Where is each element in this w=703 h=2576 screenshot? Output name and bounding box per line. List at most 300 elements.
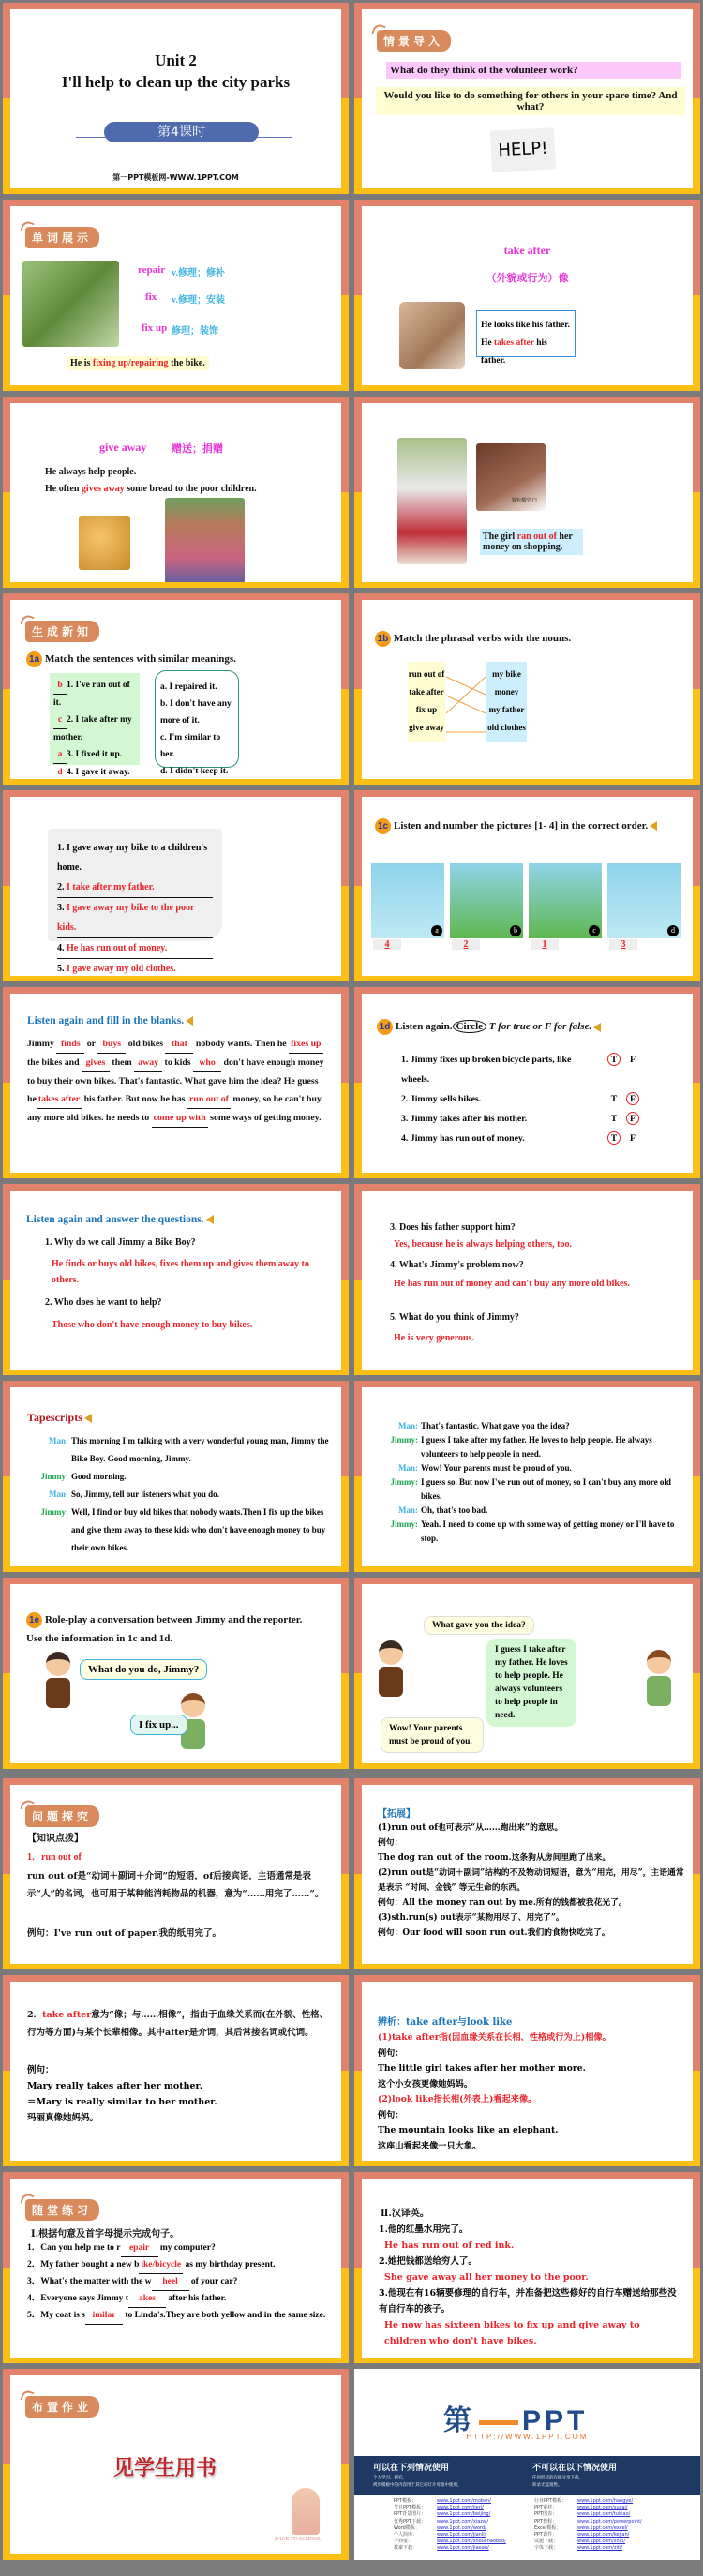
tf-options	[607, 1129, 645, 1148]
speaker: Man:	[398, 1505, 418, 1515]
slide-1d	[354, 987, 700, 1178]
example-line-2: He often gives away some bread to the poor children.	[45, 484, 257, 494]
english-answer: She gave away all her money to the poor.	[384, 2272, 589, 2283]
option-f[interactable]: F	[626, 1092, 639, 1105]
item-text: 5．My coat is s	[27, 2311, 86, 2320]
blank-answer[interactable]: takes after	[37, 1090, 82, 1109]
girl-illustration	[292, 2488, 320, 2535]
answer: Yes, because he is always helping others, too.	[394, 1239, 573, 1250]
dialogue-line	[377, 1461, 686, 1475]
exercise-number-1d: 1d	[377, 1019, 393, 1035]
link-label: Excel模板：	[534, 2524, 561, 2531]
forbidden-item: 转录光盘销售。	[532, 2483, 562, 2488]
link-label: 优秀PPT下载：	[394, 2518, 426, 2524]
item-text: 4．Everyone says Jimmy t	[27, 2294, 128, 2303]
practice-item	[27, 2240, 337, 2257]
dialogue-line	[27, 1504, 337, 1557]
forbidden-item: 任何形式的在线分享下载。	[532, 2476, 583, 2480]
dialogue	[27, 1432, 337, 1557]
site-credit: 第一PPT模板网-WWW.1PPT.COM	[112, 173, 239, 182]
phrase: take after	[503, 244, 551, 257]
speaker: Man:	[398, 1463, 418, 1473]
link-url[interactable]: www.1ppt.com/hangye/	[577, 2498, 634, 2504]
subheading: 【知识点拨】	[27, 1834, 83, 1844]
instruction: 1a Match the sentences with similar meanings.	[26, 651, 236, 667]
speaker: Jimmy:	[40, 1472, 68, 1481]
link-url[interactable]: www.1ppt.com/jianli/	[437, 2532, 486, 2539]
item-text: of your car?	[188, 2277, 238, 2286]
link-label: PPT教程：	[534, 2518, 558, 2524]
tf-item	[401, 1089, 645, 1109]
sentence-card	[48, 829, 222, 974]
explanation: run out of是“动词＋副词＋介词”的短语，of后接宾语，主语通常是表示“人”的名词，也可用于某种能消耗物品的机器，意为“……用完了……”。	[27, 1871, 324, 1899]
paragraph-text: to kids	[162, 1057, 194, 1068]
speaker-icon[interactable]	[186, 1016, 193, 1026]
link-row	[394, 2545, 506, 2552]
extension-line: The dog ran out of the room.这条狗从房间里跑了出来。	[378, 1853, 611, 1863]
link-label: 手抄报：	[394, 2539, 413, 2545]
unit-label: Unit 2	[155, 52, 197, 69]
paragraph-text: the bikes and	[27, 1057, 82, 1068]
link-label: Word模板：	[394, 2524, 420, 2531]
speech-bubble: I fix up...	[130, 1715, 187, 1735]
practice-item	[27, 2308, 337, 2325]
blank-answer[interactable]: imilar	[85, 2308, 123, 2325]
speech-bubble: Wow! Your parents must be proud of you.	[381, 1717, 484, 1753]
link-url[interactable]: www.1ppt.com/beijing/	[437, 2511, 491, 2518]
blank-answer[interactable]: fixes up	[289, 1035, 322, 1054]
link-label: 行业PPT模板：	[534, 2498, 567, 2504]
slide-give-away	[3, 397, 349, 588]
blank-answer[interactable]: buys	[97, 1035, 126, 1054]
children-photo	[165, 498, 245, 582]
slide-1c	[354, 790, 700, 981]
instruction: 1d Listen again. Circle T for true or F for false.	[377, 1019, 601, 1035]
heading: Listen again and answer the questions.	[26, 1214, 214, 1225]
slide-1a	[3, 593, 349, 785]
phrase-meaning: 赠送；捐赠	[172, 443, 223, 455]
statement: 1. Jimmy fixes up broken bicycle parts, like wheels.	[401, 1055, 572, 1085]
chinese-prompt: 1.他的红墨水用完了。	[379, 2224, 469, 2235]
example: 例句：I've run out of paper.我的纸用完了。	[27, 1928, 221, 1939]
slide-practice-1	[3, 2172, 349, 2363]
slide-credits	[354, 2369, 700, 2560]
slide-answer-questions	[3, 1184, 349, 1375]
link-label: PPT课件：	[534, 2532, 558, 2539]
match-item: c 2. I take after my mother.	[53, 711, 136, 746]
verb-column: run out of take after fix up give away	[408, 662, 445, 742]
statement: 3. Jimmy takes after his mother.	[401, 1114, 528, 1124]
slide-practice-2	[354, 2172, 700, 2363]
back-to-school-art: BACK TO SCHOOL	[275, 2537, 322, 2542]
dialogue-text: Wow! Your parents must be proud of you.	[421, 1463, 572, 1473]
question: 1. Why do we call Jimmy a Bike Boy?	[45, 1237, 196, 1248]
word-cn: v.修理；修补	[172, 268, 225, 278]
exercise-number-1e: 1e	[26, 1612, 42, 1628]
blank-answer[interactable]: that	[165, 1035, 193, 1054]
dialogue-text: Well, I find or buy old bikes that nobody wants.Then I fix up the bikes and give them away to these kids who don't have enough money to buy their own bikes.	[71, 1507, 326, 1552]
speaker: Man:	[49, 1490, 68, 1499]
tf-options	[607, 1109, 645, 1129]
site-url[interactable]: HTTP://WWW.1PPT.COM	[466, 2433, 589, 2441]
comparison-line: (2)look like指长相(外表上)看起来像。	[378, 2094, 537, 2104]
paragraph-text: or	[84, 1039, 98, 1049]
tf-item	[401, 1129, 645, 1148]
section-badge: 问题探究	[25, 1805, 99, 1827]
item-text: 3．What's the matter with the w	[27, 2277, 152, 2286]
link-url[interactable]: www.1ppt.com/sucai/	[577, 2505, 628, 2511]
link-row	[534, 2545, 642, 2552]
question-1: What do they think of the volunteer work?	[386, 62, 681, 79]
exercise-number-1a: 1a	[26, 651, 42, 667]
extension-line: (2)run out是“动词＋副词”结构的不及物动词短语，意为“用完，用尽”，主语通常是表示 “时间、金钱” 等无生命的东西。	[378, 1868, 684, 1893]
link-row	[534, 2511, 642, 2518]
link-url[interactable]: www.1ppt.com/shiti/	[577, 2539, 626, 2545]
paragraph-text: money, so he can't buy any more old bikes. he needs to	[27, 1094, 322, 1123]
match-line	[446, 696, 486, 713]
slide-1b	[354, 593, 700, 785]
dialogue	[377, 1419, 686, 1546]
slide-vocabulary	[3, 200, 349, 391]
slide-knowledge-take-after	[3, 1975, 349, 2166]
link-row	[394, 2525, 506, 2532]
section-badge: 布置作业	[25, 2396, 99, 2418]
dialogue-line	[377, 1518, 686, 1546]
match-item: b 1. I've run out of it.	[53, 677, 136, 711]
examples: 例句： Mary really takes after her mother. ＝Mary is really similar to her mother. 玛丽真像她妈妈。	[27, 2065, 217, 2123]
example-sentence: He is fixing up/repairing the bike.	[67, 356, 209, 370]
speaker: Jimmy:	[390, 1520, 418, 1529]
speaker-icon[interactable]	[593, 1023, 601, 1032]
blank-answer[interactable]: come up with	[152, 1109, 208, 1128]
word-cn: 修理；装饰	[172, 326, 218, 337]
sentence-item: 3. I gave away my bike to the poor kids.	[57, 898, 213, 938]
link-label: PPT模板：	[394, 2498, 417, 2504]
slide-knowledge-run-out-of	[3, 1778, 349, 1969]
dialogue-text: Good morning.	[71, 1472, 127, 1481]
link-url[interactable]: www.1ppt.com/moban/	[437, 2498, 491, 2504]
sentence-item: 4. He has run out of money.	[57, 938, 213, 959]
slide-tapescript-cont	[354, 1381, 700, 1572]
paragraph-text: don't have enough money to buy their own bikes. That's fantastic. What gave him the idea? He guess he	[27, 1057, 324, 1104]
exercise-title: Ⅰ.根据句意及首字母提示完成句子。	[31, 2229, 180, 2239]
link-row	[394, 2511, 506, 2518]
item-text: as my birthday present.	[183, 2260, 276, 2269]
match-lines	[445, 662, 486, 742]
link-label: 教案下载：	[394, 2545, 418, 2552]
option-t[interactable]: T	[607, 1053, 621, 1066]
slide-tapescript	[3, 1381, 349, 1572]
extension-line: 例句：	[378, 1838, 403, 1848]
speaker: Man:	[398, 1421, 418, 1430]
explanation: 2．take after意为“像；与……相像”，指由于血缘关系而(在外貌、性格、行为等方面)与某个长辈相像。其中after是介词，其后常接名词或代词。	[27, 2010, 329, 2038]
slide-answer-questions-cont	[354, 1184, 700, 1375]
paragraph-text: some ways of getting money.	[207, 1113, 322, 1123]
link-url[interactable]: www.1ppt.com/word/	[437, 2524, 486, 2531]
comparison-line: 例句：	[378, 2047, 404, 2059]
question: 2. Who does he want to help?	[45, 1297, 162, 1308]
link-label: 试题下载：	[534, 2539, 559, 2545]
slide-homework	[3, 2369, 349, 2560]
blank-answer[interactable]: epair	[121, 2240, 158, 2257]
forbidden-title: 不可以在以下情况使用	[532, 2464, 618, 2473]
meaning-list: a. I repaired it. b. I don't have any more of it. c. I'm similar to her. d. I didn't keep it.	[155, 670, 239, 768]
answer: Those who don't have enough money to buy bikes.	[52, 1320, 253, 1330]
comparison-line: The little girl takes after her mother more.	[378, 2063, 586, 2074]
tf-item	[401, 1050, 645, 1089]
bike-repair-photo	[22, 261, 119, 347]
sentence-item: 1. I gave away my bike to a children's home.	[57, 843, 208, 873]
point-heading: 1．run out of	[27, 1852, 82, 1863]
dialogue-text: So, Jimmy, tell our listeners what you do.	[71, 1490, 219, 1499]
dialogue-line	[27, 1468, 337, 1486]
practice-item	[27, 2257, 337, 2274]
comparison-line: (1)take after指(因血缘关系在长相、性格或行为上)相像。	[378, 2032, 611, 2043]
dialogue-line	[377, 1504, 686, 1518]
blank-answer[interactable]: finds	[56, 1035, 84, 1054]
bread-photo	[79, 516, 130, 570]
dialogue-line	[27, 1432, 337, 1468]
logo: 第 PPT	[443, 2405, 589, 2436]
picture-c: c	[529, 863, 602, 938]
tf-options	[607, 1089, 645, 1109]
dialogue-text: Yeah. I need to come up with some way of getting money or I'll have to stop.	[421, 1520, 675, 1543]
link-url[interactable]: www.1ppt.com/shouchaobao/	[437, 2539, 506, 2545]
item-text: to Linda's.They are both yellow and in the same size.	[123, 2311, 326, 2320]
link-url[interactable]: www.1ppt.com/jieri/	[437, 2505, 484, 2511]
practice-item	[27, 2274, 337, 2291]
slide-roleplay	[354, 1578, 700, 1769]
statement: 2. Jimmy sells bikes.	[401, 1094, 482, 1104]
link-url[interactable]: www.1ppt.com/jiaoan/	[437, 2545, 489, 2552]
link-url[interactable]: www.1ppt.com/excel/	[577, 2524, 628, 2531]
match-line	[446, 677, 486, 713]
comparison-text	[378, 2030, 687, 2154]
instruction: 1b Match the phrasal verbs with the nouns.	[375, 631, 571, 647]
speaker-icon[interactable]	[206, 1215, 214, 1224]
dialogue-text: I guess so. But now I've run out of money, so I can't buy any more old bikes.	[421, 1477, 671, 1501]
word-cn: v.修理；安装	[172, 295, 225, 306]
link-label: PPT背景图片：	[394, 2511, 426, 2518]
link-row	[534, 2519, 642, 2525]
blank-answer[interactable]: akes	[128, 2291, 166, 2308]
homework-text: 见学生用书	[113, 2457, 217, 2480]
exercise-title: Ⅱ.汉译英。	[381, 2209, 429, 2219]
wallet-caption: 钱包都空了!	[512, 498, 538, 503]
option-t[interactable]: T	[607, 1131, 621, 1145]
instruction: 1c Listen and number the pictures [1- 4] in the correct order.	[375, 817, 684, 834]
chinese-prompt: 3.他现在有16辆要修理的自行车，并准备把这些修好的自行车赠送给那些没有自行车的孩子。	[379, 2288, 677, 2314]
extension-line: 例句：Our food will soon run out.我们的食物快吃完了。	[378, 1928, 610, 1938]
blank-answer[interactable]: gives	[82, 1054, 110, 1072]
word-en: fix up	[142, 322, 168, 334]
section-badge: 生成新知	[25, 621, 99, 642]
lesson-number-pill: 第4课时	[104, 122, 259, 142]
item-text: my computer?	[157, 2243, 216, 2253]
phrase: give away	[99, 441, 147, 454]
example-line-1: He always help people.	[45, 467, 137, 477]
section-badge: 情景导入	[377, 30, 451, 52]
extension-line: 例句：All the money ran out by me.所有的钱都被我花光了。	[378, 1898, 627, 1908]
paragraph-text: Jimmy	[27, 1039, 57, 1049]
slide-take-after-vs-look-like	[354, 1975, 700, 2166]
dialogue-text: This morning I'm talking with a very wonderful young man, Jimmy the Bike Boy. Good morning, Jimmy.	[71, 1436, 329, 1463]
sentence-item: 2. I take after my father.	[57, 877, 213, 898]
heading: Tapescripts	[27, 1411, 92, 1425]
option-f[interactable]: F	[630, 1133, 636, 1144]
item-text: 2．My father bought a new b	[27, 2260, 140, 2269]
comparison-line: 例句：	[378, 2109, 404, 2120]
jimmy-character	[643, 1650, 675, 1706]
picture-d: d	[607, 863, 681, 938]
match-line	[446, 677, 486, 695]
slide-fill-blanks	[3, 987, 349, 1178]
allowed-item: 个人学习、研究。	[373, 2476, 407, 2480]
link-row	[534, 2525, 642, 2532]
picture-b: b	[450, 863, 523, 938]
question: 4. What's Jimmy's problem now?	[390, 1260, 524, 1270]
english-answer: He now has sixteen bikes to fix up and give away to children who don't have bikes.	[384, 2320, 640, 2346]
links-right	[534, 2498, 642, 2553]
slide-title	[3, 3, 349, 194]
word-en: repair	[138, 264, 166, 276]
tf-options	[607, 1050, 645, 1070]
blank-answer[interactable]: heel	[152, 2274, 189, 2291]
paragraph-text: old bikes	[126, 1039, 166, 1049]
extension-line: (3)sth.run(s) out表示“某物用尽了、用完了”。	[378, 1913, 564, 1923]
extension-line: (1)run out of也可表示“从……跑出来”的意思。	[378, 1823, 563, 1833]
dialogue-line	[377, 1433, 686, 1461]
item-text: 1．Can you help me to r	[27, 2243, 121, 2253]
comparison-line: 这座山看起来像一只大象。	[378, 2140, 482, 2151]
true-false-list	[401, 1050, 645, 1148]
link-row	[394, 2519, 506, 2525]
speech-bubble: What do you do, Jimmy?	[80, 1659, 207, 1680]
example-box: He looks like his father. He takes after his father.	[476, 310, 576, 357]
slide-ran-out-of	[354, 397, 700, 588]
answer-d: 3	[609, 939, 637, 950]
section-badge: 单词展示	[25, 227, 99, 248]
link-label: PPT图表：	[534, 2511, 558, 2518]
blank-answer[interactable]: who	[193, 1054, 221, 1072]
dialogue-text: I guess I take after my father. He loves to help people. He always volunteers to help people in need.	[421, 1435, 652, 1459]
reporter-character	[375, 1640, 407, 1697]
links-left	[394, 2498, 506, 2553]
answer-c: 1	[531, 939, 559, 950]
match-item: d 4. I gave it away.	[53, 764, 136, 779]
option-f[interactable]: F	[626, 1112, 639, 1125]
speech-bubble: What gave you the idea?	[424, 1616, 534, 1635]
link-label: 节日PPT模板：	[394, 2505, 426, 2511]
answer-b: 2	[452, 939, 480, 950]
slide-sentences	[3, 790, 349, 981]
slide-extension	[354, 1778, 700, 1969]
father-son-photo	[399, 302, 465, 369]
speaker: Jimmy:	[390, 1477, 418, 1487]
word-en: fix	[145, 292, 157, 303]
paragraph-text: them	[109, 1057, 135, 1068]
dialogue-line	[377, 1419, 686, 1433]
link-url[interactable]: www.1ppt.com/tubiao/	[577, 2511, 631, 2518]
practice-item	[27, 2291, 337, 2308]
speaker-icon[interactable]	[84, 1414, 92, 1423]
speaker: Jimmy:	[40, 1507, 68, 1517]
blank-answer[interactable]: away	[134, 1054, 162, 1072]
lesson-title: I'll help to clean up the city parks	[61, 73, 291, 91]
link-url[interactable]: www.1ppt.com/xiazai/	[437, 2518, 489, 2524]
speaker-icon[interactable]	[650, 821, 657, 831]
link-label: PPT素材：	[534, 2505, 558, 2511]
blank-answer[interactable]: ike/bicycle	[139, 2257, 183, 2274]
allowed-item: 拷贝模板中的内容用于其它幻灯片母版中使用。	[373, 2483, 462, 2488]
link-label: 字体下载：	[534, 2545, 559, 2552]
link-url[interactable]: www.1ppt.com/powerpoint/	[577, 2518, 642, 2524]
extension-text	[378, 1820, 687, 1940]
dialogue-text: Oh, that's too bad.	[421, 1505, 488, 1515]
heading: 【拓展】	[378, 1809, 415, 1820]
help-sign: HELP!	[490, 127, 556, 172]
sentence-list	[50, 673, 140, 777]
speaker: Jimmy:	[390, 1435, 418, 1445]
translation-exercise	[379, 2222, 679, 2349]
comparison-line: 这个小女孩更像她妈妈。	[378, 2078, 473, 2089]
question: 5. What do you think of Jimmy?	[390, 1312, 519, 1323]
instruction: 1e Role-play a conversation between Jimmy and the reporter. Use the information in 1c and 1d.	[26, 1610, 317, 1648]
answer: He finds or buys old bikes, fixes them up and gives them away to others.	[52, 1259, 309, 1285]
fill-paragraph	[27, 1035, 327, 1128]
slide-intro	[354, 3, 700, 194]
comparison-line: The mountain looks like an elephant.	[378, 2125, 559, 2135]
slide-take-after	[354, 200, 700, 391]
match-item: a 3. I fixed it up.	[53, 746, 136, 764]
speaker: Man:	[49, 1436, 68, 1445]
answer-a: 4	[373, 939, 401, 950]
phrase-meaning: （外貌或行为）像	[486, 273, 569, 284]
example-sentence: The girl ran out of her money on shopping.	[480, 529, 583, 555]
paragraph-text: nobody wants. Then he	[193, 1039, 290, 1049]
question: 3. Does his father support him?	[390, 1222, 516, 1233]
sentence-item: 5. I gave away my old clothes.	[57, 959, 213, 976]
heading: Listen again and fill in the blanks.	[27, 1015, 193, 1026]
answer: He has run out of money and can't buy any more old bikes.	[394, 1279, 630, 1289]
link-label: 个人简历：	[394, 2532, 418, 2539]
slide-1e	[3, 1578, 349, 1769]
blank-answer[interactable]: run out of	[187, 1090, 231, 1109]
usage-banner	[354, 2456, 700, 2495]
english-answer: He has run out of red ink.	[384, 2240, 515, 2251]
item-text: after his father.	[165, 2294, 227, 2303]
shopping-girl-photo	[397, 438, 467, 564]
exercise-number-1b: 1b	[375, 631, 391, 647]
noun-column: my bike money my father old clothes	[486, 662, 527, 742]
allowed-title: 可以在下列情况使用	[373, 2464, 450, 2473]
paragraph-text: his father. But now he has	[82, 1094, 188, 1104]
link-url[interactable]: www.1ppt.com/ziti/	[577, 2545, 622, 2552]
picture-a: a	[371, 863, 444, 938]
exercise-number-1c: 1c	[375, 818, 391, 834]
dialogue-text: That's fantastic. What gave you the idea?	[421, 1421, 570, 1430]
dialogue-line	[377, 1475, 686, 1504]
fill-in-exercise	[27, 2240, 337, 2325]
option-t[interactable]: T	[610, 1114, 618, 1124]
statement: 4. Jimmy has run out of money.	[401, 1133, 525, 1144]
option-t[interactable]: T	[610, 1094, 618, 1104]
speech-bubble: I guess I take after my father. He loves to help people. He always volunteers to help people in need.	[486, 1639, 576, 1727]
chinese-prompt: 2.她把钱都送给穷人了。	[379, 2256, 477, 2267]
option-f[interactable]: F	[630, 1055, 636, 1065]
heading: 辨析：take after与look like	[378, 2017, 513, 2028]
link-url[interactable]: www.1ppt.com/kejian/	[577, 2532, 630, 2539]
